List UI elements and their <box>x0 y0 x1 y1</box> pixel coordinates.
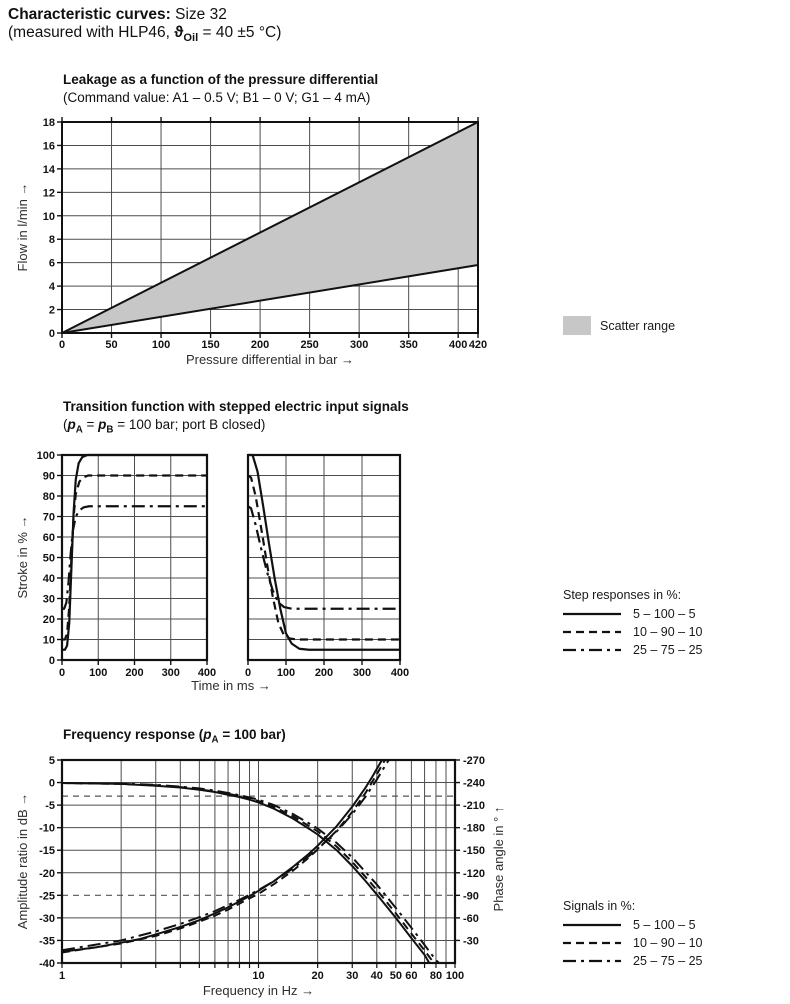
theta-glyph: ϑ <box>174 24 184 41</box>
svg-text:50: 50 <box>389 970 402 982</box>
svg-text:300: 300 <box>352 667 372 679</box>
svg-text:50: 50 <box>105 339 118 351</box>
freq-p-symbol: p <box>203 727 212 742</box>
svg-text:200: 200 <box>125 667 144 679</box>
svg-text:-40: -40 <box>39 958 55 970</box>
svg-text:-20: -20 <box>39 867 55 880</box>
p-symbol-b: p <box>98 417 107 432</box>
theta-symbol <box>174 24 199 45</box>
svg-text:60: 60 <box>42 532 55 544</box>
sub-open: ( <box>63 417 68 432</box>
transition-legend <box>563 605 703 659</box>
svg-text:40: 40 <box>370 970 383 982</box>
frequency-left-axis-label: Amplitude ratio in dB → <box>15 792 30 930</box>
svg-text:200: 200 <box>250 339 270 351</box>
freq-p-subscript: A <box>211 734 219 746</box>
frequency-right-axis-label: Phase angle in ° ↑ <box>491 806 506 912</box>
svg-text:0: 0 <box>244 667 252 679</box>
measurement-conditions <box>8 24 281 47</box>
svg-text:-90: -90 <box>463 890 479 903</box>
svg-text:30: 30 <box>346 970 359 982</box>
svg-text:10: 10 <box>42 210 55 223</box>
svg-text:40: 40 <box>42 573 55 585</box>
frequency-legend-label: 10 – 90 – 10 <box>633 936 703 950</box>
svg-text:350: 350 <box>399 339 418 351</box>
frequency-plot <box>18 745 558 995</box>
transition-legend-dashdot-line-icon <box>563 646 621 654</box>
sub-eq: = <box>82 417 99 432</box>
frequency-legend-item-solid <box>563 916 703 934</box>
svg-text:-10: -10 <box>39 822 55 835</box>
svg-text:-35: -35 <box>39 935 55 948</box>
svg-text:0: 0 <box>58 667 66 679</box>
svg-text:-120: -120 <box>463 867 486 880</box>
transition-legend-item-solid <box>563 605 703 623</box>
svg-text:2: 2 <box>48 304 55 317</box>
svg-text:-30: -30 <box>39 912 55 925</box>
frequency-legend-dashdot-line-icon <box>563 957 621 965</box>
transition-chart-subtitle <box>63 417 265 436</box>
svg-text:70: 70 <box>42 511 55 524</box>
frequency-legend-label: 5 – 100 – 5 <box>633 918 696 932</box>
svg-text:-240: -240 <box>463 777 486 790</box>
svg-text:420: 420 <box>468 339 488 351</box>
theta-subscript: Oil <box>183 32 199 45</box>
transition-legend-solid-line-icon <box>563 610 621 618</box>
svg-text:30: 30 <box>42 593 55 606</box>
svg-text:100: 100 <box>276 667 296 679</box>
transition-chart-title: Transition function with stepped electric input signals <box>63 399 409 414</box>
svg-text:5: 5 <box>48 755 55 767</box>
transition-x-axis-label: Time in ms → <box>191 678 271 693</box>
svg-text:80: 80 <box>429 970 443 982</box>
transition-legend-item-dashed <box>563 623 703 641</box>
svg-text:-180: -180 <box>463 822 486 835</box>
svg-text:80: 80 <box>42 491 55 503</box>
transition-y-axis-label: Stroke in % → <box>15 515 30 599</box>
svg-text:0: 0 <box>48 777 55 790</box>
svg-text:20: 20 <box>311 970 324 982</box>
transition-legend-dashed-line-icon <box>563 628 621 636</box>
page-title <box>8 6 227 24</box>
page-title-rest: Size 32 <box>170 6 227 23</box>
svg-text:400: 400 <box>390 667 410 679</box>
svg-text:300: 300 <box>349 339 369 351</box>
svg-text:200: 200 <box>314 667 334 679</box>
transition-legend-label: 25 – 75 – 25 <box>633 643 703 657</box>
transition-legend-label: 5 – 100 – 5 <box>633 607 696 621</box>
frequency-chart-title <box>63 727 286 746</box>
svg-text:8: 8 <box>48 234 55 247</box>
svg-text:12: 12 <box>42 187 55 200</box>
svg-text:250: 250 <box>300 339 319 351</box>
frequency-x-axis-label: Frequency in Hz → <box>202 983 315 998</box>
svg-text:100: 100 <box>36 450 55 462</box>
transition-legend-item-dashdot <box>563 641 703 659</box>
svg-text:1: 1 <box>58 970 66 982</box>
frequency-legend-dashed-line-icon <box>563 939 621 947</box>
cond-post: = 40 ±5 °C) <box>198 24 282 41</box>
leakage-plot <box>18 108 492 366</box>
frequency-legend-label: 25 – 75 – 25 <box>633 954 703 968</box>
svg-text:10: 10 <box>252 970 265 982</box>
frequency-legend <box>563 916 703 970</box>
svg-text:0: 0 <box>48 328 55 340</box>
frequency-legend-item-dashed <box>563 934 703 952</box>
svg-text:300: 300 <box>161 667 180 679</box>
leakage-chart-subtitle: (Command value: A1 – 0.5 V; B1 – 0 V; G1 – 4 mA) <box>63 90 371 105</box>
svg-text:20: 20 <box>42 614 55 626</box>
leakage-chart-title: Leakage as a function of the pressure differential <box>63 72 379 87</box>
svg-text:150: 150 <box>201 339 220 351</box>
svg-text:18: 18 <box>42 117 55 129</box>
svg-text:90: 90 <box>42 470 55 483</box>
svg-text:100: 100 <box>89 667 108 679</box>
svg-text:100: 100 <box>151 339 171 351</box>
svg-text:60: 60 <box>405 970 418 982</box>
leakage-y-axis-label: Flow in l/min → <box>15 182 30 272</box>
cond-pre: (measured with HLP46, <box>8 24 175 41</box>
freq-title-rest: = 100 bar) <box>218 727 286 742</box>
svg-text:-210: -210 <box>463 800 486 813</box>
svg-text:-270: -270 <box>463 755 486 767</box>
sub-rest: = 100 bar; port B closed) <box>113 417 266 432</box>
transition-plot <box>18 440 448 690</box>
svg-text:100: 100 <box>445 970 465 982</box>
svg-text:-30: -30 <box>463 935 479 948</box>
page-title-bold: Characteristic curves: <box>8 6 171 23</box>
p-symbol-a: p <box>67 417 76 432</box>
svg-text:400: 400 <box>197 667 217 679</box>
svg-text:-25: -25 <box>39 890 55 903</box>
frequency-legend-item-dashdot <box>563 952 703 970</box>
leakage-x-axis-label: Pressure differential in bar → <box>185 352 355 367</box>
svg-text:400: 400 <box>449 339 468 351</box>
svg-text:50: 50 <box>42 552 55 565</box>
svg-text:6: 6 <box>48 257 55 270</box>
p-subscript-a: A <box>75 424 83 436</box>
transition-legend-label: 10 – 90 – 10 <box>633 625 703 639</box>
transition-legend-title: Step responses in %: <box>563 588 682 602</box>
frequency-legend-solid-line-icon <box>563 921 621 929</box>
svg-text:-150: -150 <box>463 845 486 858</box>
svg-text:4: 4 <box>48 281 55 294</box>
svg-text:16: 16 <box>42 140 55 153</box>
svg-text:-60: -60 <box>463 912 479 925</box>
svg-text:0: 0 <box>58 339 66 351</box>
svg-text:-15: -15 <box>39 845 55 858</box>
frequency-legend-title: Signals in %: <box>563 899 636 913</box>
freq-title-lead: Frequency response ( <box>63 727 204 742</box>
scatter-range-label: Scatter range <box>600 319 676 333</box>
svg-text:14: 14 <box>42 163 55 176</box>
svg-text:10: 10 <box>42 634 55 647</box>
svg-text:-5: -5 <box>45 800 55 813</box>
svg-text:0: 0 <box>48 655 55 667</box>
p-subscript-b: B <box>106 424 114 436</box>
scatter-range-swatch <box>563 316 591 335</box>
